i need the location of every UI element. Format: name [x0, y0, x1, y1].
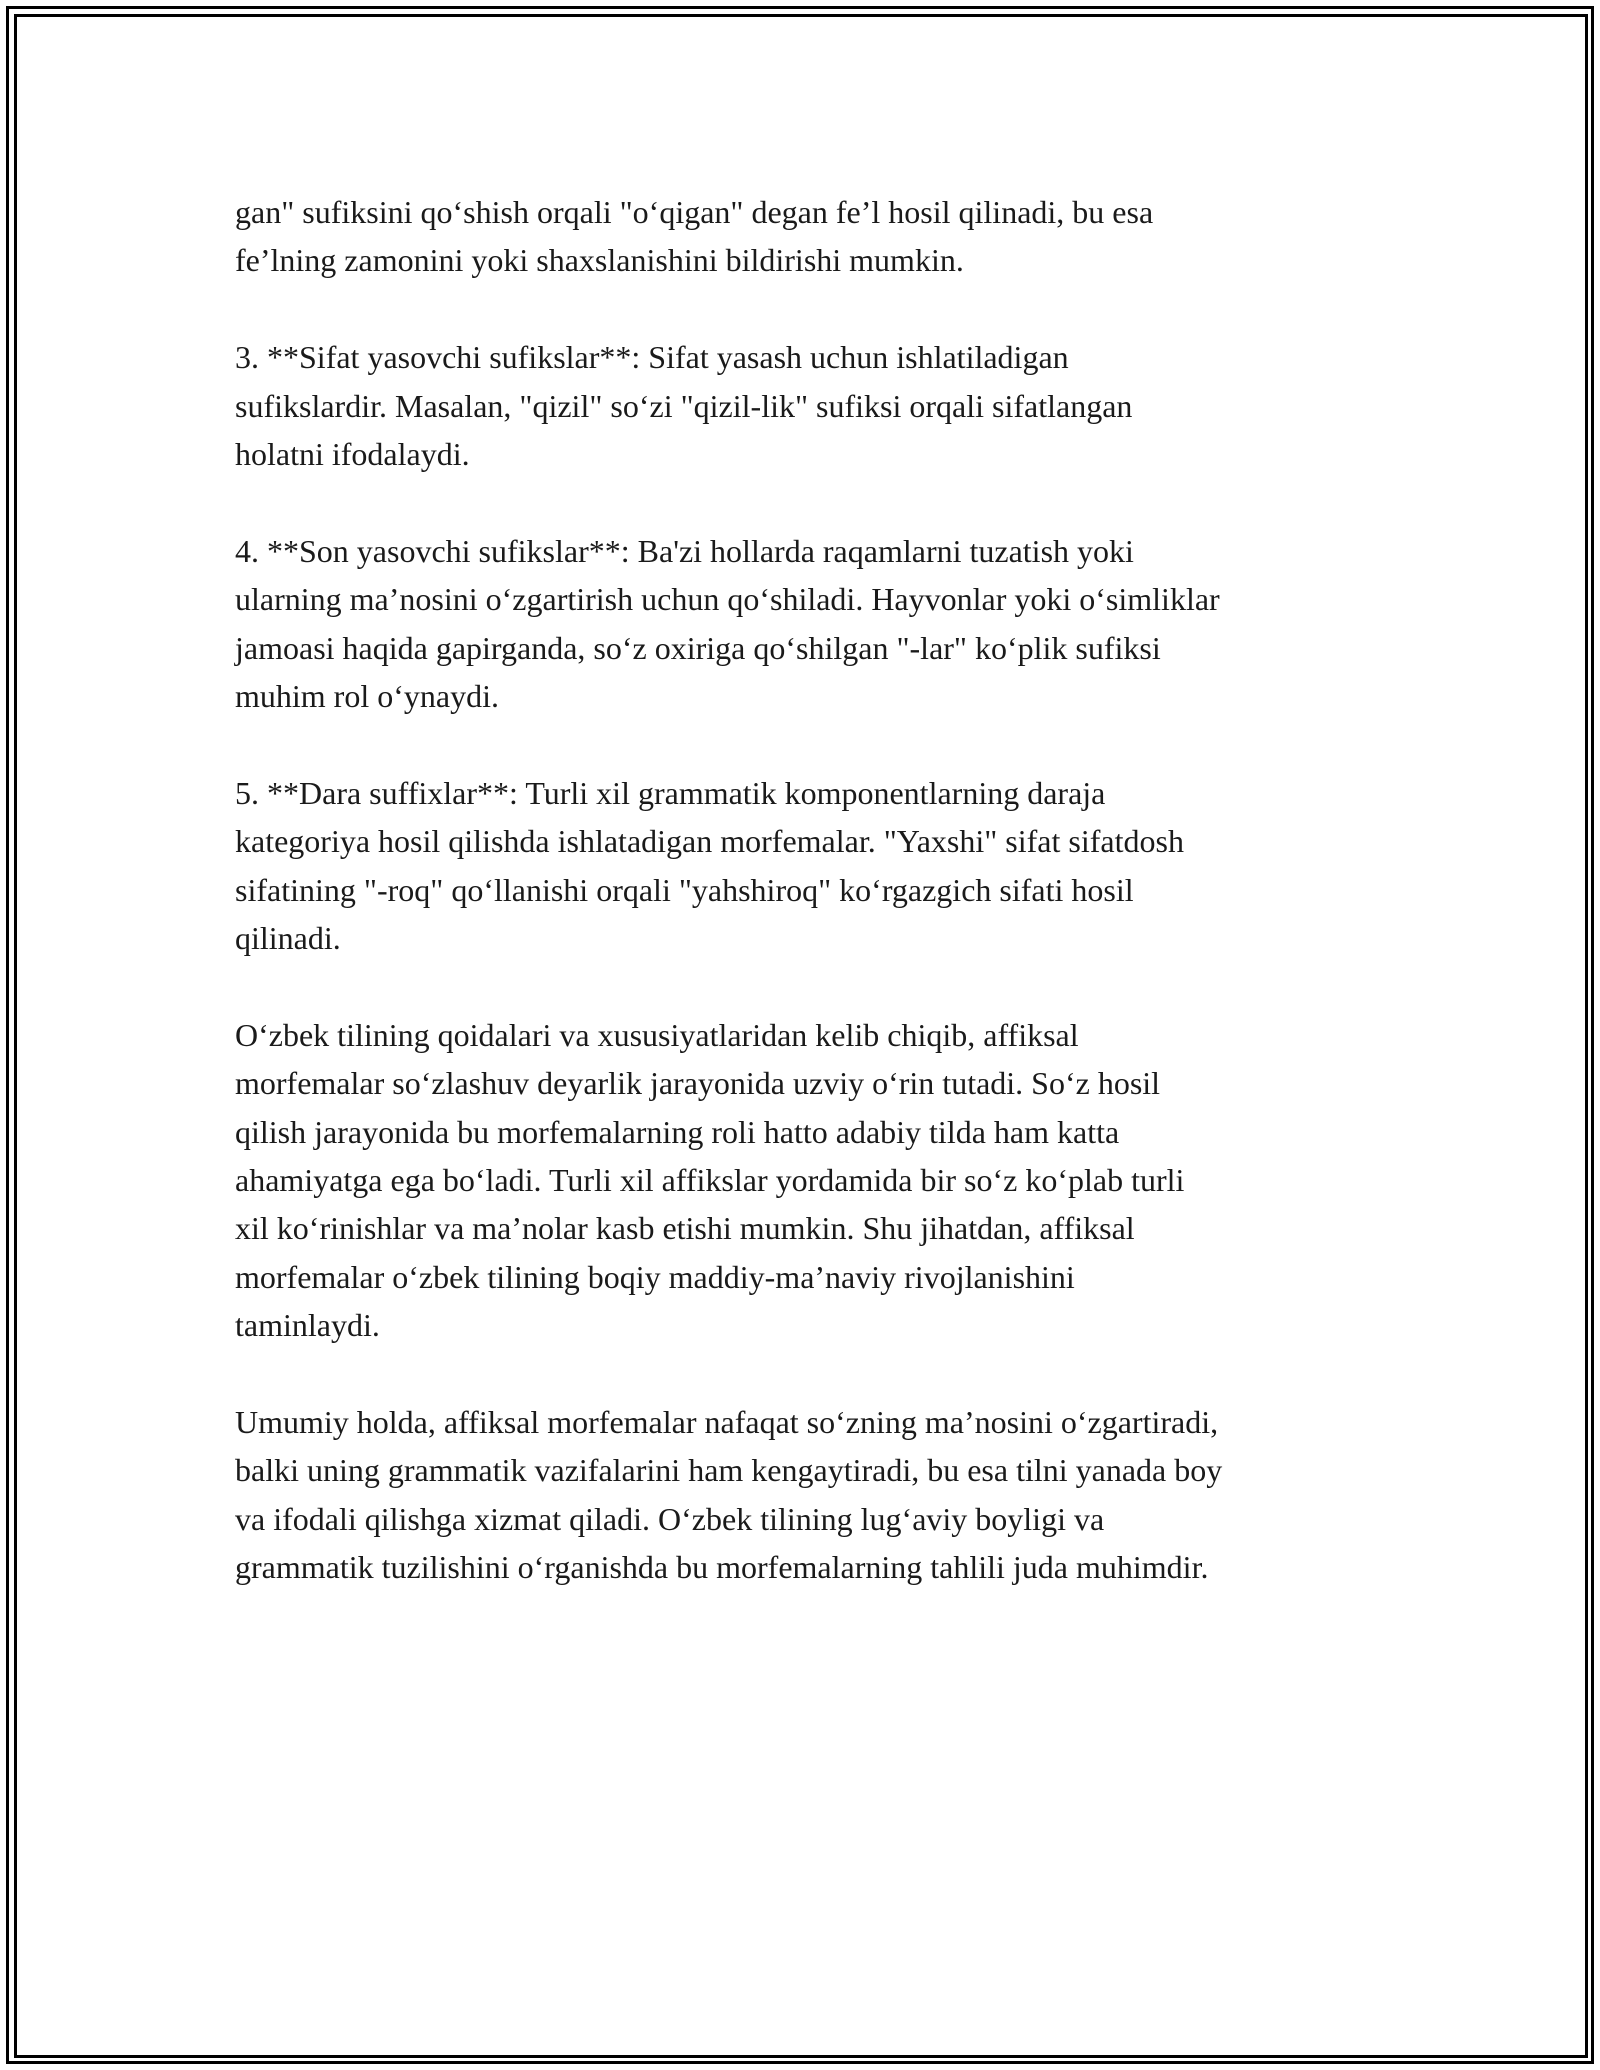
text-line: muhim rol o‘ynaydi.: [235, 678, 499, 715]
text-line: 4. **Son yasovchi sufikslar**: Ba'zi hollarda raqamlarni tuzatish yoki: [235, 532, 1134, 569]
text-line: morfemalar so‘zlashuv deyarlik jarayonida uzviy o‘rin tutadi. So‘z hosil: [235, 1065, 1161, 1102]
paragraph-rules: [235, 1011, 1375, 1350]
text-line: ularning ma’nosini o‘zgartirish uchun qo‘shiladi. Hayvonlar yoki o‘simliklar: [235, 581, 1220, 618]
text-line: O‘zbek tilining qoidalari va xususiyatlaridan kelib chiqib, affiksal: [235, 1016, 1079, 1053]
text-line: 3. **Sifat yasovchi sufikslar**: Sifat yasash uchun ishlatiladigan: [235, 339, 1069, 376]
text-line: va ifodali qilishga xizmat qiladi. O‘zbek tilining lug‘aviy boyligi va: [235, 1500, 1105, 1537]
text-line: 5. **Dara suffixlar**: Turli xil grammatik komponentlarning daraja: [235, 774, 1106, 811]
paragraph-item-3: [235, 333, 1375, 478]
paragraph-conclusion: [235, 1398, 1375, 1592]
text-line: sufikslardir. Masalan, "qizil" so‘zi "qizil-lik" sufiksi orqali sifatlangan: [235, 387, 1133, 424]
paragraph-item-4: [235, 527, 1375, 721]
text-line: ahamiyatga ega bo‘ladi. Turli xil affikslar yordamida bir so‘z ko‘plab turli: [235, 1162, 1185, 1199]
text-line: qilinadi.: [235, 920, 341, 957]
text-line: morfemalar o‘zbek tilining boqiy maddiy-ma’naviy rivojlanishini: [235, 1258, 1075, 1295]
text-line: fe’lning zamonini yoki shaxslanishini bildirishi mumkin.: [235, 242, 964, 279]
text-line: kategoriya hosil qilishda ishlatadigan morfemalar. "Yaxshi" sifat sifatdosh: [235, 823, 1184, 860]
text-line: taminlaydi.: [235, 1307, 380, 1344]
text-line: holatni ifodalaydi.: [235, 436, 470, 473]
paragraph-item-5: [235, 769, 1375, 963]
text-line: jamoasi haqida gapirganda, so‘z oxiriga qo‘shilgan "-lar" ko‘plik sufiksi: [235, 629, 1161, 666]
text-line: Umumiy holda, affiksal morfemalar nafaqat so‘zning ma’nosini o‘zgartiradi,: [235, 1404, 1219, 1441]
text-line: grammatik tuzilishini o‘rganishda bu morfemalarning tahlili juda muhimdir.: [235, 1549, 1209, 1586]
text-line: xil ko‘rinishlar va ma’nolar kasb etishi mumkin. Shu jihatdan, affiksal: [235, 1210, 1135, 1247]
text-line: gan" sufiksini qo‘shish orqali "o‘qigan" degan fe’l hosil qilinadi, bu esa: [235, 194, 1154, 230]
text-line: balki uning grammatik vazifalarini ham kengaytiradi, bu esa tilni yanada boy: [235, 1452, 1223, 1489]
text-line: sifatining "-roq" qo‘llanishi orqali "yahshiroq" ko‘rgazgich sifati hosil: [235, 871, 1134, 908]
text-line: qilish jarayonida bu morfemalarning roli hatto adabiy tilda ham katta: [235, 1113, 1120, 1150]
document-body: [235, 188, 1375, 1640]
paragraph-continuation: [235, 188, 1375, 285]
